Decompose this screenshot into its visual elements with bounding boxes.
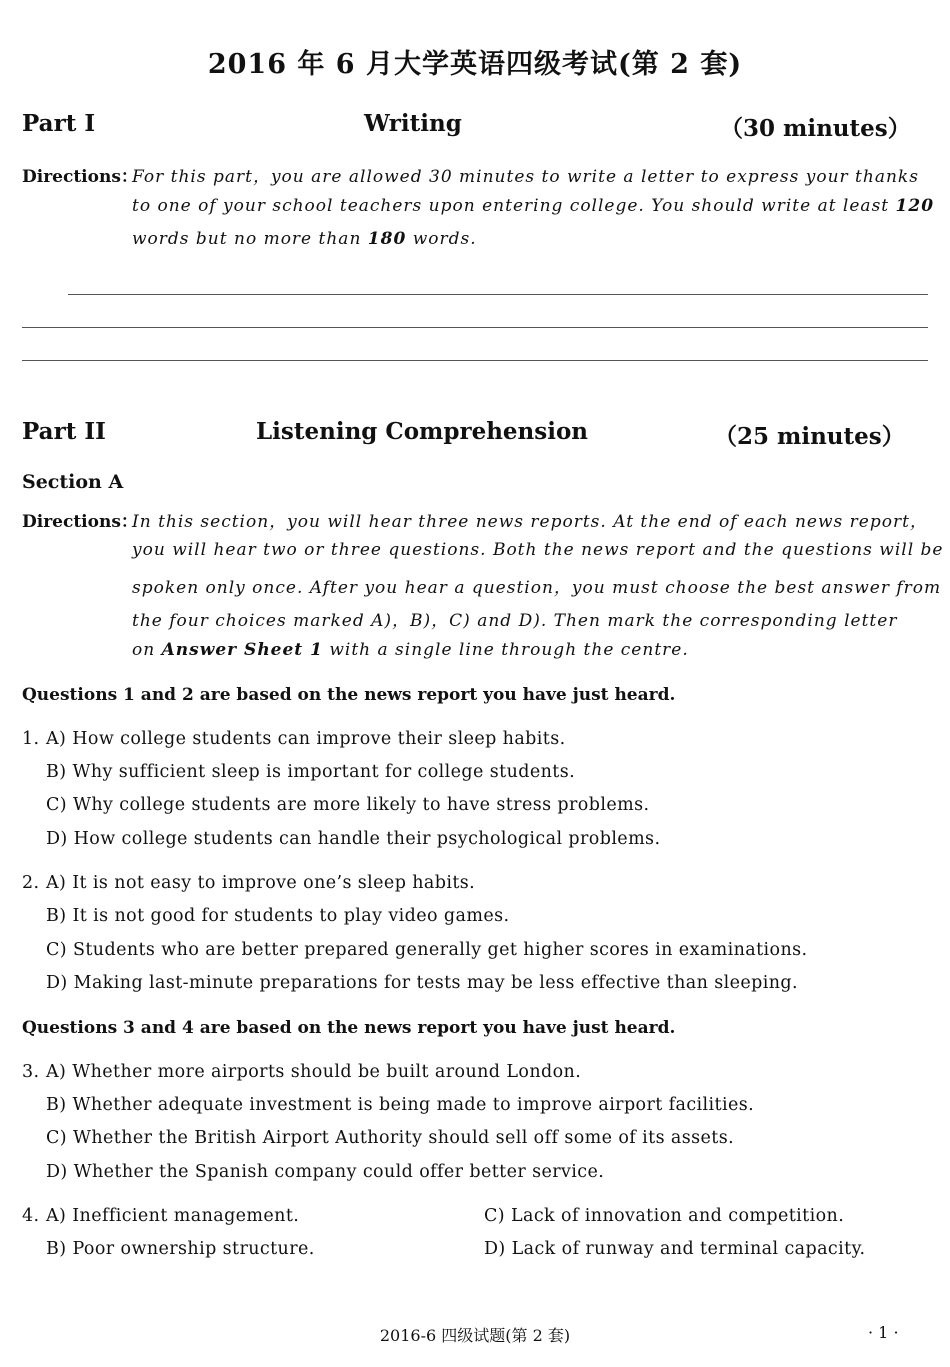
part1-directions-line: For this part，you are allowed 30 minutes to write a letter to express your thanks: [132, 167, 919, 187]
min-words: 120: [895, 196, 935, 216]
part2-directions-line: In this section，you will hear three news reports. At the end of each news report，: [132, 512, 928, 532]
answer-option: B) Why sufficient sleep is important for college students.: [46, 762, 576, 782]
section-a-title: Section A: [22, 471, 124, 493]
max-words: 180: [367, 229, 407, 249]
part1-directions-line: [132, 229, 477, 249]
answer-option: D) Lack of runway and terminal capacity.: [484, 1239, 866, 1259]
part2-label: Part II: [22, 418, 106, 445]
part2-directions-text: with a single line through the centre.: [329, 640, 689, 660]
answer-option: C) Students who are better prepared generally get higher scores in examinations.: [46, 940, 808, 960]
part2-directions-text: on: [132, 640, 156, 660]
part2-directions-line: spoken only once. After you hear a question，you must choose the best answer from: [132, 578, 942, 598]
part2-directions-line: you will hear two or three questions. Both the news report and the questions will be: [132, 540, 944, 560]
question-number: 2.: [22, 873, 40, 893]
answer-option: B) Whether adequate investment is being made to improve airport facilities.: [46, 1095, 755, 1115]
answer-sheet-ref: Answer Sheet 1: [161, 640, 323, 660]
part2-time: （25 minutes）: [714, 423, 905, 450]
part2-header: [22, 418, 927, 450]
writing-line: [68, 294, 928, 295]
answer-option: A) How college students can improve their sleep habits.: [46, 729, 566, 749]
page-footer-title: 2016-6 四级试题(第 2 套): [379, 1326, 571, 1345]
answer-option: D) Whether the Spanish company could offer better service.: [46, 1162, 605, 1182]
part1-directions-text: words.: [412, 229, 477, 249]
part2-directions-label: Directions：: [22, 512, 138, 532]
part1-directions-text: words but no more than: [132, 229, 362, 249]
answer-option: A) Whether more airports should be built around London.: [46, 1062, 582, 1082]
question-number: 4.: [22, 1206, 40, 1226]
part1-name: Writing: [364, 110, 462, 137]
question-number: 1.: [22, 729, 40, 749]
part1-header: [22, 110, 927, 142]
part1-directions-line: [132, 196, 934, 216]
question-number: 3.: [22, 1062, 40, 1082]
part1-time: （30 minutes）: [720, 115, 911, 142]
exam-title: 2016 年 6 月大学英语四级考试(第 2 套): [207, 49, 743, 80]
writing-line: [22, 360, 928, 361]
writing-line: [22, 327, 928, 328]
answer-option: C) Lack of innovation and competition.: [484, 1206, 845, 1226]
answer-option: B) It is not good for students to play video games.: [46, 906, 510, 926]
part1-directions-text: to one of your school teachers upon entering college. You should write at least: [132, 196, 890, 216]
part1-directions-label: Directions：: [22, 167, 138, 187]
answer-option: D) Making last-minute preparations for tests may be less effective than sleeping.: [46, 973, 798, 993]
part2-directions-line: the four choices marked A)，B)，C) and D). Then mark the corresponding letter: [132, 611, 898, 631]
question-group-heading: Questions 3 and 4 are based on the news report you have just heard.: [22, 1018, 676, 1038]
page-number: · 1 ·: [868, 1323, 899, 1342]
question-group-heading: Questions 1 and 2 are based on the news report you have just heard.: [22, 685, 676, 705]
answer-option: A) It is not easy to improve one’s sleep habits.: [46, 873, 476, 893]
answer-option: C) Why college students are more likely to have stress problems.: [46, 795, 650, 815]
part2-directions-line: [132, 640, 689, 660]
answer-option: B) Poor ownership structure.: [46, 1239, 315, 1259]
answer-option: A) Inefficient management.: [46, 1206, 300, 1226]
part1-label: Part I: [22, 110, 96, 137]
answer-option: C) Whether the British Airport Authority should sell off some of its assets.: [46, 1128, 735, 1148]
part2-name: Listening Comprehension: [256, 418, 589, 445]
answer-option: D) How college students can handle their psychological problems.: [46, 829, 661, 849]
